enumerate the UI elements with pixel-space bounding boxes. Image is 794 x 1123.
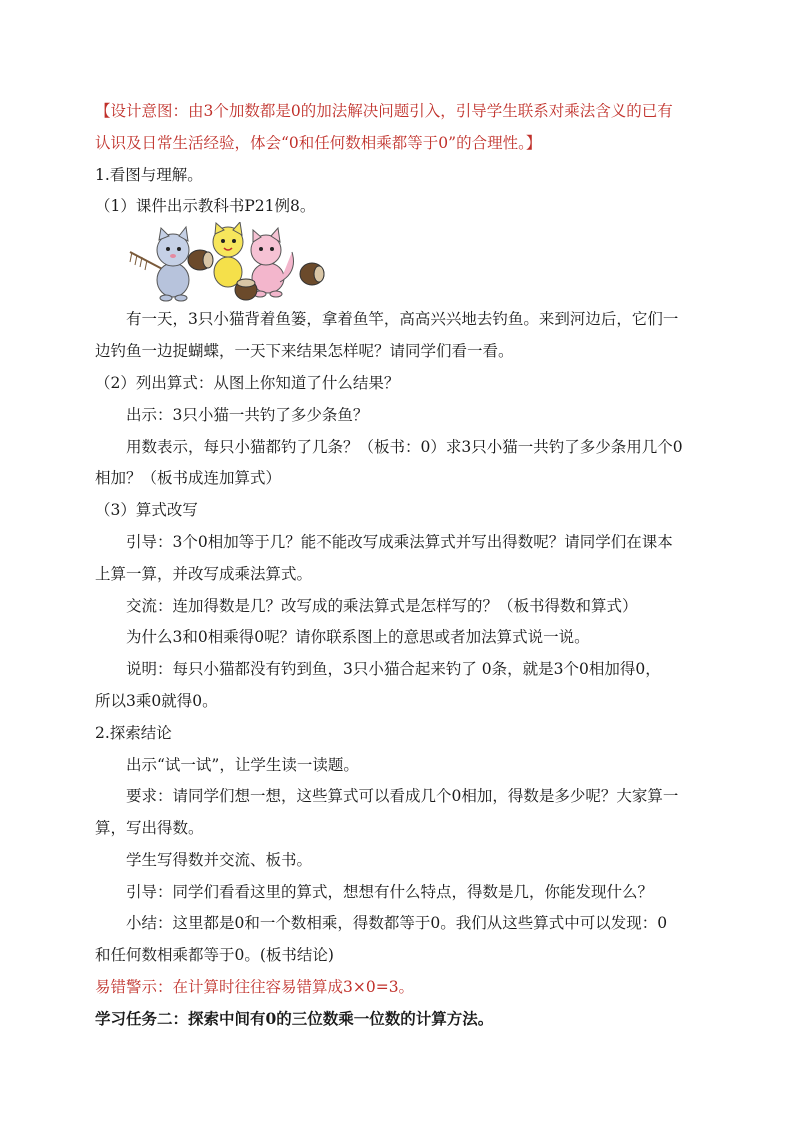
design-intent-line-1: 【设计意图：由3个加数都是0的加法解决问题引入，引导学生联系对乘法含义的已有 [95, 102, 673, 120]
error-warning: 易错警示：在计算时往往容易错算成3×0=3。 [95, 978, 415, 996]
section1-sub1: （1）课件出示教科书P21例8。 [95, 197, 316, 215]
pink-kitten-icon [251, 228, 294, 297]
story-line-2: 边钓鱼一边捉蝴蝶，一天下来结果怎样呢？请同学们看一看。 [95, 342, 514, 360]
section1-sub3: （3）算式改写 [95, 501, 198, 519]
explain-line-2: 所以3乘0就得0。 [95, 692, 218, 710]
number-line-1: 用数表示，每只小猫都钓了几条？（板书：0）求3只小猫一共钓了多少条用几个0 [126, 438, 683, 456]
story-line-1: 有一天，3只小猫背着鱼篓，拿着鱼竿，高高兴兴地去钓鱼。来到河边后，它们一 [126, 310, 679, 328]
write-line: 学生写得数并交流、板书。 [126, 851, 313, 869]
show-question: 出示：3只小猫一共钓了多少条鱼？ [126, 406, 369, 424]
yellow-kitten-icon [213, 222, 243, 287]
basket-icon [235, 279, 257, 300]
task2-heading: 学习任务二：探索中间有0的三位数乘一位数的计算方法。 [95, 1009, 494, 1028]
section2-guide: 引导：同学们看看这里的算式，想想有什么特点，得数是几，你能发现什么？ [126, 883, 654, 901]
design-intent-line-2: 认识及日常生活经验，体会“0和任何数相乘都等于0”的合理性。】 [95, 134, 542, 152]
section1-heading: 1.看图与理解。 [95, 166, 203, 184]
explain-line-1: 说明：每只小猫都没有钓到鱼，3只小猫合起来钓了 0条，就是3个0相加得0， [126, 660, 661, 678]
section2-heading: 2.探索结论 [95, 724, 172, 742]
requirement-line-2: 算，写出得数。 [95, 819, 204, 837]
why-line: 为什么3和0相乘得0呢？请你联系图上的意思或者加法算式说一说。 [126, 628, 590, 646]
gray-kitten-icon [157, 227, 189, 301]
requirement-line-1: 要求：请同学们想一想，这些算式可以看成几个0相加，得数是多少呢？大家算一 [126, 787, 679, 805]
kittens-fishing-illustration [128, 222, 328, 304]
guide-line-2: 上算一算，并改写成乘法算式。 [95, 565, 313, 583]
exchange-line: 交流：连加得数是几？改写成的乘法算式是怎样写的？（板书得数和算式） [126, 597, 638, 615]
summary-line-1: 小结：这里都是0和一个数相乘，得数都等于0。我们从这些算式中可以发现：0 [126, 914, 668, 932]
guide-line-1: 引导：3个0相加等于几？能不能改写成乘法算式并写出得数呢？请同学们在课本 [126, 533, 673, 551]
summary-line-2: 和任何数相乘都等于0。(板书结论) [95, 946, 334, 964]
basket-icon [188, 250, 213, 270]
section1-sub2: （2）列出算式：从图上你知道了什么结果？ [95, 374, 400, 392]
basket-icon [300, 263, 324, 285]
number-line-2: 相加？（板书成连加算式） [95, 469, 282, 487]
section2-show: 出示“试一试”，让学生读一读题。 [126, 756, 359, 774]
